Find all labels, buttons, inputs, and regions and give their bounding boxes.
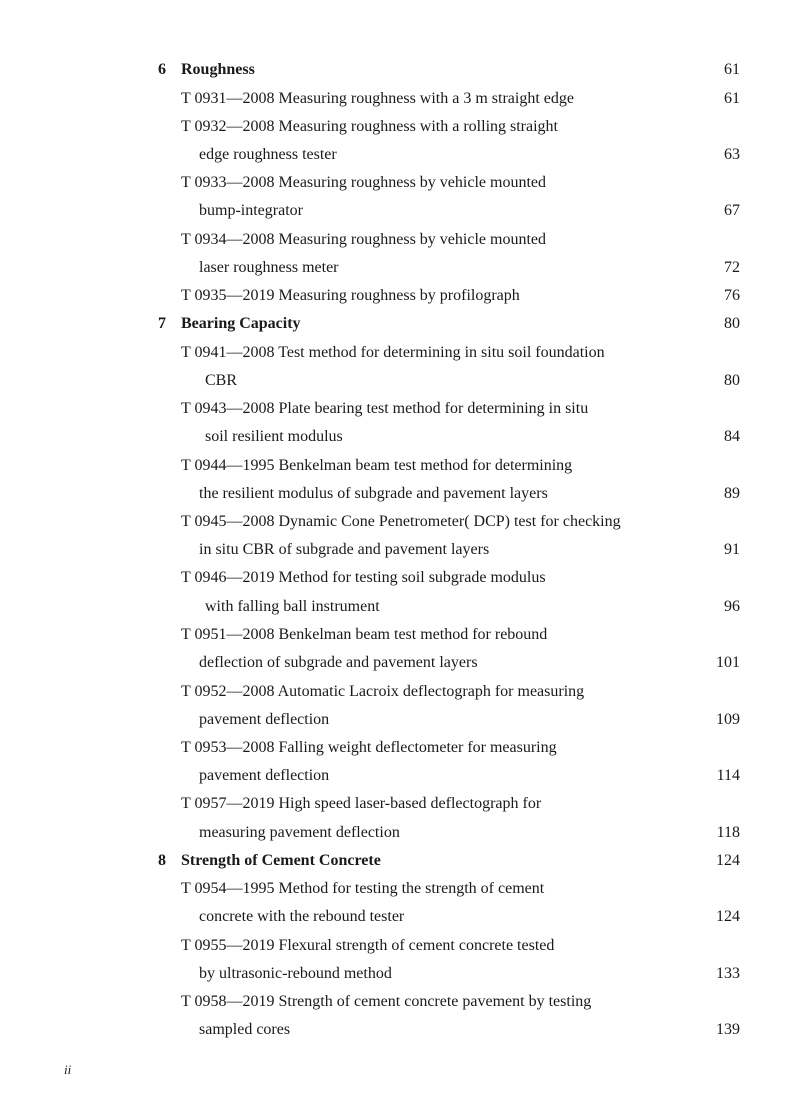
entry-title: T 0952—2008 Automatic Lacroix deflectograph for measuring — [181, 683, 585, 700]
toc-entry-t0941-cont[interactable] — [0, 367, 790, 395]
toc-entry-t0934[interactable] — [0, 226, 790, 254]
entry-title-continued: bump-integrator — [199, 202, 303, 219]
entry-title: T 0954—1995 Method for testing the strength of cement — [181, 880, 545, 897]
toc-entry-t0958-cont[interactable] — [0, 1016, 790, 1044]
page-number: 139 — [716, 1021, 740, 1038]
toc-entry-t0935[interactable] — [0, 282, 790, 310]
toc-entry-t0953-cont[interactable] — [0, 762, 790, 790]
entry-title: T 0933—2008 Measuring roughness by vehicle mounted — [181, 174, 546, 191]
entry-title: T 0951—2008 Benkelman beam test method for rebound — [181, 626, 548, 643]
toc-entry-t0957-cont[interactable] — [0, 819, 790, 847]
entry-title-continued: pavement deflection — [199, 711, 330, 728]
entry-title: T 0955—2019 Flexural strength of cement concrete tested — [181, 937, 555, 954]
toc-entry-t0945[interactable] — [0, 508, 790, 536]
entry-title-continued: deflection of subgrade and pavement layers — [199, 654, 478, 671]
page-number: 61 — [724, 90, 740, 107]
page-number: 89 — [724, 485, 740, 502]
entry-title-continued: edge roughness tester — [199, 146, 337, 163]
toc-entry-t0954[interactable] — [0, 875, 790, 903]
toc-entry-t0953[interactable] — [0, 734, 790, 762]
toc-entry-t0943-cont[interactable] — [0, 423, 790, 451]
page-number: 84 — [724, 428, 740, 445]
page-number: 63 — [724, 146, 740, 163]
entry-title-continued: the resilient modulus of subgrade and pavement layers — [199, 485, 548, 502]
page-number: 109 — [716, 711, 740, 728]
toc-entry-t0955[interactable] — [0, 932, 790, 960]
page-number: 114 — [716, 767, 740, 784]
toc-entry-t0951-cont[interactable] — [0, 649, 790, 677]
entry-title: T 0953—2008 Falling weight deflectometer for measuring — [181, 739, 557, 756]
entry-title: T 0944—1995 Benkelman beam test method for determining — [181, 457, 573, 474]
toc-entry-t0946-cont[interactable] — [0, 593, 790, 621]
toc-entry-t0957[interactable] — [0, 790, 790, 818]
toc-entry-t0933-cont[interactable] — [0, 197, 790, 225]
entry-title: T 0945—2008 Dynamic Cone Penetrometer( DCP) test for checking — [181, 513, 621, 530]
entry-title-continued: sampled cores — [199, 1021, 291, 1038]
toc-entry-t0933[interactable] — [0, 169, 790, 197]
entry-title: T 0958—2019 Strength of cement concrete pavement by testing — [181, 993, 592, 1010]
page-number: 72 — [724, 259, 740, 276]
page-folio: ii — [64, 1062, 72, 1077]
chapter-title: Strength of Cement Concrete — [181, 852, 381, 869]
toc-entry-t0943[interactable] — [0, 395, 790, 423]
entry-title: T 0932—2008 Measuring roughness with a rolling straight — [181, 118, 558, 135]
chapter-heading-7[interactable] — [0, 310, 790, 338]
toc-entry-t0952[interactable] — [0, 678, 790, 706]
entry-title-continued: measuring pavement deflection — [199, 824, 400, 841]
page-number: 124 — [716, 908, 740, 925]
page-number: 76 — [724, 287, 740, 304]
toc-entry-t0945-cont[interactable] — [0, 536, 790, 564]
entry-title-continued: concrete with the rebound tester — [199, 908, 405, 925]
page-number: 67 — [724, 202, 740, 219]
toc-entry-t0932-cont[interactable] — [0, 141, 790, 169]
entry-title-continued: with falling ball instrument — [205, 598, 380, 615]
toc-entry-t0944-cont[interactable] — [0, 480, 790, 508]
toc-entry-t0951[interactable] — [0, 621, 790, 649]
toc-entry-t0954-cont[interactable] — [0, 903, 790, 931]
page-number: 133 — [716, 965, 740, 982]
toc-entry-t0934-cont[interactable] — [0, 254, 790, 282]
toc-entry-t0941[interactable] — [0, 339, 790, 367]
entry-title: T 0934—2008 Measuring roughness by vehicle mounted — [181, 231, 546, 248]
chapter-heading-8[interactable] — [0, 847, 790, 875]
entry-title-continued: in situ CBR of subgrade and pavement layers — [199, 541, 490, 558]
chapter-title: Bearing Capacity — [181, 315, 301, 332]
toc-entry-t0946[interactable] — [0, 564, 790, 592]
toc-entry-t0955-cont[interactable] — [0, 960, 790, 988]
chapter-number: 6 — [158, 61, 166, 78]
toc-entry-t0958[interactable] — [0, 988, 790, 1016]
entry-title: T 0943—2008 Plate bearing test method for determining in situ — [181, 400, 589, 417]
page-number: 124 — [716, 852, 740, 869]
entry-title-continued: pavement deflection — [199, 767, 330, 784]
chapter-title: Roughness — [181, 61, 255, 78]
chapter-heading-6[interactable] — [0, 56, 790, 84]
page-number: 118 — [716, 824, 740, 841]
page-number: 96 — [724, 598, 740, 615]
entry-title: T 0935—2019 Measuring roughness by profilograph — [181, 287, 520, 304]
entry-title-continued: laser roughness meter — [199, 259, 339, 276]
page-number: 80 — [724, 372, 740, 389]
entry-title: T 0946—2019 Method for testing soil subgrade modulus — [181, 569, 546, 586]
entry-title-continued: soil resilient modulus — [205, 428, 343, 445]
toc-entry-t0932[interactable] — [0, 113, 790, 141]
toc-entry-t0931[interactable] — [0, 85, 790, 113]
page-number: 101 — [716, 654, 740, 671]
toc-entry-t0952-cont[interactable] — [0, 706, 790, 734]
entry-title-continued: CBR — [205, 372, 238, 389]
chapter-number: 8 — [158, 852, 166, 869]
toc-entry-t0944[interactable] — [0, 452, 790, 480]
page-number: 91 — [724, 541, 740, 558]
entry-title: T 0931—2008 Measuring roughness with a 3 m straight edge — [181, 90, 574, 107]
chapter-number: 7 — [158, 315, 166, 332]
page-number: 80 — [724, 315, 740, 332]
page-number: 61 — [724, 61, 740, 78]
entry-title: T 0941—2008 Test method for determining in situ soil foundation — [181, 344, 605, 361]
entry-title-continued: by ultrasonic-rebound method — [199, 965, 392, 982]
entry-title: T 0957—2019 High speed laser-based deflectograph for — [181, 795, 542, 812]
